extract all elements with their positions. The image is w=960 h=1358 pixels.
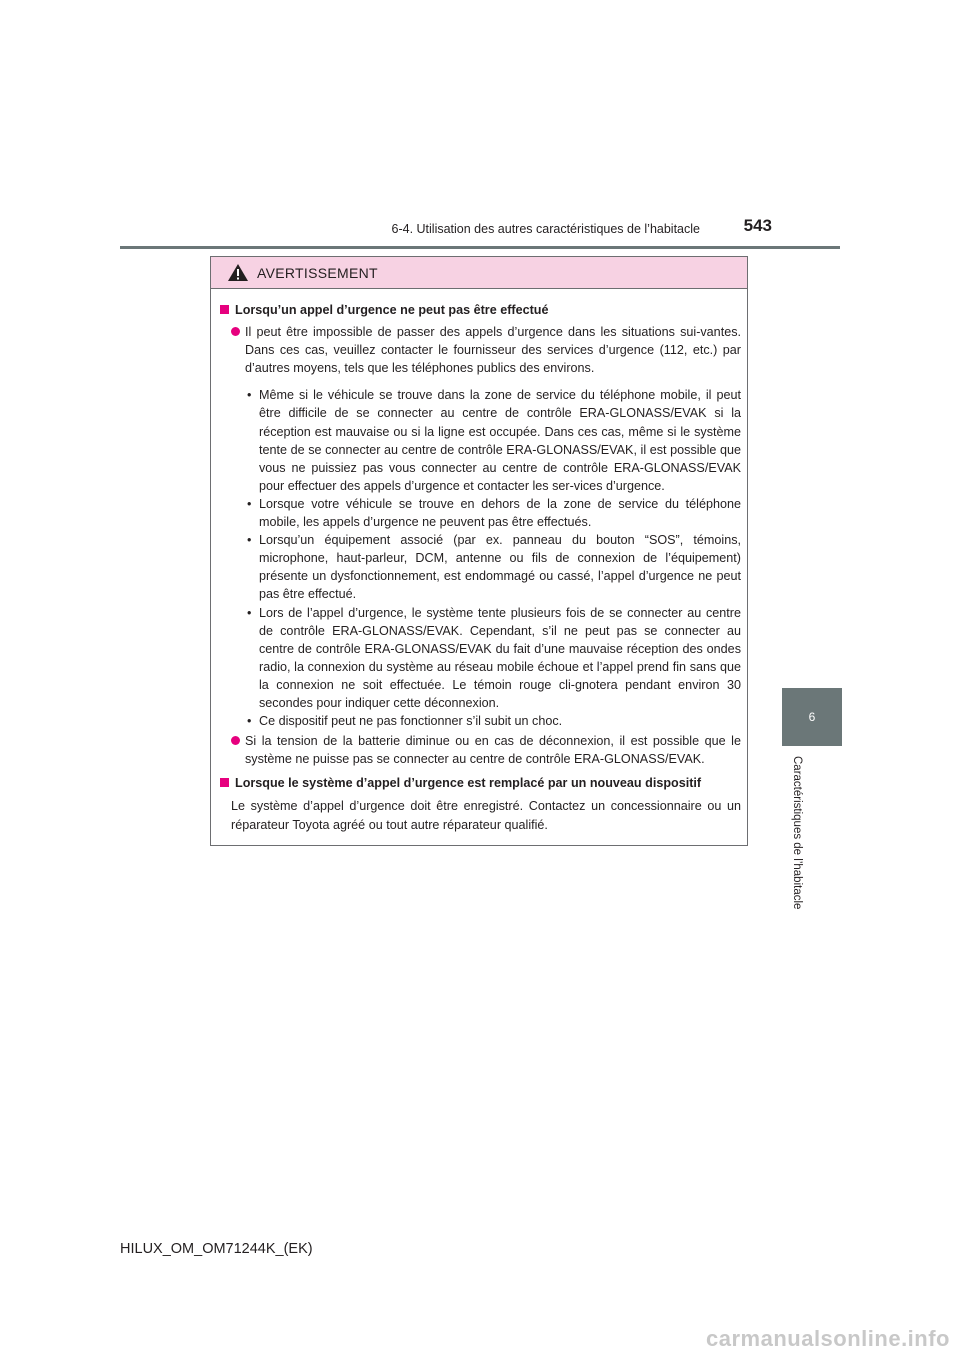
chapter-tab	[782, 688, 842, 746]
sub-bullet-text: Lors de l’appel d’urgence, le système tente plusieurs fois de se connecter au centre de contrôle ERA-GLONASS/EVAK. Cependant, s’il ne peut pas se connecter au centre de contrôle ERA-GLONASS/EVAK du fait d’une mauvaise réception des ondes radio, la connexion du système au réseau mobile échoue et l’appel prend fin sans que la connexion ne soit effectuée. Le témoin rouge cli-gnotera pendant environ 30 secondes pour indiquer cette déconnexion.	[259, 605, 741, 710]
list-item-text: Si la tension de la batterie diminue ou en cas de déconnexion, il est possible que le système ne puisse pas se connecter au centre de contrôle ERA-GLONASS/EVAK.	[245, 734, 741, 767]
circle-bullet-icon	[231, 736, 240, 745]
page-number: 543	[743, 216, 772, 235]
warning-title: AVERTISSEMENT	[257, 264, 378, 281]
warning-body	[211, 289, 747, 834]
sub-bullet-text: Même si le véhicule se trouve dans la zone de service du téléphone mobile, il peut être difficile de se connecter au centre de contrôle ERA-GLONASS/EVAK si la réception est mauvaise ou si la ligne est occupée. Dans ces cas, même si le système tente de se connecter au centre de contrôle ERA-GLONASS/EVAK, il est possible que vous ne puissiez pas vous connecter au centre de contrôle ERA-GLONASS/EVAK pour effectuer des appels d’urgence et contacter les ser-vices d’urgence.	[259, 388, 741, 493]
sub-bullet-list	[219, 386, 741, 730]
chapter-label-container	[782, 756, 812, 926]
section-title: 6-4. Utilisation des autres caractéristiques de l’habitacle	[391, 222, 700, 236]
dot-bullet-icon: •	[247, 388, 252, 403]
section-heading-text: Lorsqu’un appel d’urgence ne peut pas être effectué	[235, 303, 549, 317]
section-heading	[219, 301, 741, 319]
sub-bullet-item	[247, 386, 741, 495]
chapter-number: 6	[808, 710, 816, 724]
list-item	[219, 323, 741, 377]
sub-bullet-text: Lorsqu’un équipement associé (par ex. panneau du bouton “SOS”, témoins, microphone, haut-parleur, DCM, antenne ou fils de connexion de l’équipement) présente un dysfonctionnement, est endommagé ou cassé, l’appel d’urgence ne peut pas être effectué.	[259, 533, 741, 602]
document-code: HILUX_OM_OM71244K_(EK)	[120, 1241, 313, 1257]
dot-bullet-icon: •	[247, 714, 252, 729]
dot-bullet-icon: •	[247, 496, 252, 511]
section-heading-text: Lorsque le système d’appel d’urgence est remplacé par un nouveau dispositif	[235, 776, 702, 791]
sub-bullet-text: Ce dispositif peut ne pas fonctionner s’il subit un choc.	[259, 714, 563, 729]
list-item	[219, 732, 741, 768]
chapter-label: Caractéristiques de l’habitacle	[791, 756, 803, 910]
sub-bullet-item	[247, 712, 741, 730]
warning-header	[211, 257, 747, 289]
sub-bullet-item	[247, 531, 741, 603]
square-bullet-icon	[220, 305, 229, 314]
sub-bullet-text: Lorsque votre véhicule se trouve en dehors de la zone de service du téléphone mobile, les appels d’urgence ne peuvent pas être effectués.	[259, 496, 741, 530]
warning-triangle-icon	[227, 263, 249, 282]
dot-bullet-icon: •	[247, 605, 252, 620]
sub-bullet-item	[247, 495, 741, 531]
page-header	[120, 216, 840, 249]
section-paragraph: Le système d’appel d’urgence doit être enregistré. Contactez un concessionnaire ou un réparateur Toyota agréé ou tout autre réparateur qualifié.	[231, 799, 741, 832]
list-item-text: Il peut être impossible de passer des appels d’urgence dans les situations sui-vantes. Dans ces cas, veuillez contacter le fournisseur des services d’urgence (112, etc.) par d’autres moyens, tels que les téléphones publics des environs.	[245, 325, 741, 376]
dot-bullet-icon: •	[247, 533, 252, 548]
watermark: carmanualsonline.info	[706, 1326, 950, 1351]
sub-bullet-item	[247, 604, 741, 713]
circle-bullet-icon	[231, 327, 240, 336]
warning-box	[210, 256, 748, 846]
square-bullet-icon	[220, 778, 229, 787]
section-heading	[219, 774, 741, 792]
